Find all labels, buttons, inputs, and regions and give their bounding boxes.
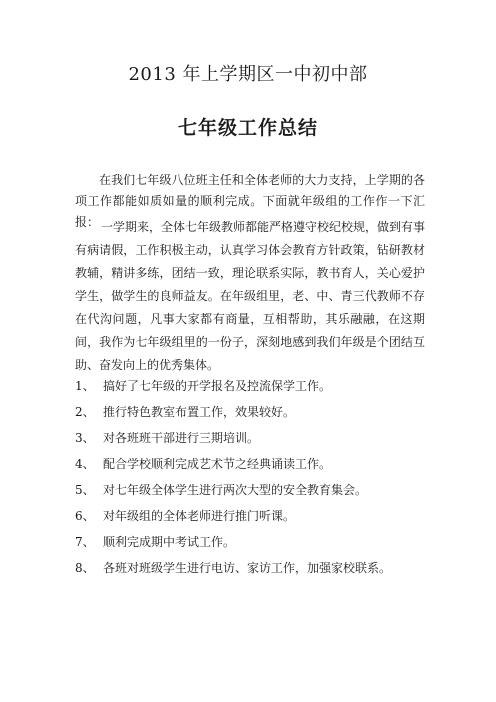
- item-text: 对各班班干部进行三期培训。: [103, 431, 260, 445]
- item-text: 搞好了七年级的开学报名及控流保学工作。: [103, 379, 332, 393]
- list-item: [75, 373, 435, 399]
- item-number: 5、: [75, 483, 95, 497]
- list-item: [75, 399, 435, 425]
- item-text: 对七年级全体学生进行两次大型的安全教育集会。: [103, 483, 368, 497]
- school-heading: 2013 年上学期区一中初中部: [128, 64, 368, 85]
- item-number: 7、: [75, 535, 95, 549]
- main-paragraph: 一学期来，全体七年级教师都能严格遵守校纪校规，做到有事有病请假，工作积极主动，认真学习体会教育方针政策，钻研教材教辅，精讲多练，团结一致，理论联系实际，教书育人，关心爱护学生，做学生的良师益友。在年级组里，老、中、青三代教师不存在代沟问题，凡事大家都有商量，互相帮助，其乐融融，在这期间，我作为七年级组里的一份子，深刻地感到我们年级是个团结互助、奋发向上的优秀集体。: [75, 220, 426, 372]
- list-item: [75, 451, 435, 477]
- item-text: 各班对班级学生进行电访、家访工作，加强家校联系。: [103, 561, 392, 575]
- item-number: 3、: [75, 431, 95, 445]
- item-number: 4、: [75, 457, 95, 471]
- item-text: 推行特色教室布置工作，效果较好。: [103, 405, 296, 419]
- item-text: 配合学校顺利完成艺术节之经典诵读工作。: [103, 457, 332, 471]
- document-title: 七年级工作总结: [177, 117, 318, 139]
- item-number: 6、: [75, 509, 95, 523]
- list-item: [75, 477, 435, 503]
- item-number: 2、: [75, 405, 95, 419]
- item-text: 顺利完成期中考试工作。: [103, 535, 236, 549]
- item-number: 8、: [75, 561, 95, 575]
- list-item: [75, 425, 435, 451]
- list-item: [75, 529, 435, 555]
- list-item: [75, 503, 435, 529]
- list-item: [75, 555, 435, 581]
- intro-paragraph: 在我们七年级八位班主任和全体老师的大力支持，上学期的各项工作都能如质如量的顺利完成。下面就年级组的工作作一下汇报：: [75, 173, 425, 229]
- item-number: 1、: [75, 379, 95, 393]
- item-text: 对年级组的全体老师进行推门听课。: [103, 509, 296, 523]
- work-item-list: [75, 373, 435, 581]
